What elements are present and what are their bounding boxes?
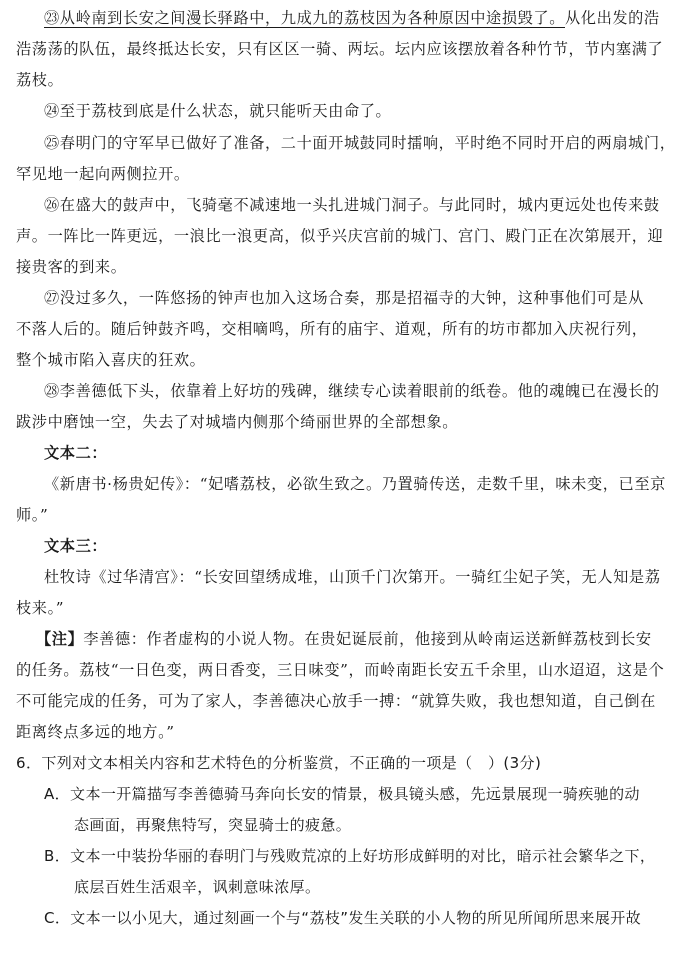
- note-line-4: 距离终点多远的地方。”: [16, 723, 175, 741]
- text-2-line-2: 师。”: [16, 506, 49, 524]
- para-25-line-2: 罕见地一起向两侧拉开。: [16, 165, 190, 183]
- option-a-line-2: 态画面，再聚焦特写，突显骑士的疲惫。: [74, 816, 352, 834]
- para-27-line-2: 不落人后的。随后钟鼓齐鸣，交相嘀鸣，所有的庙宇、道观，所有的坊市都加入庆祝行列，: [16, 320, 648, 338]
- para-28-line-2: 跋涉中磨蚀一空，失去了对城墙内侧那个绮丽世界的全部想象。: [16, 413, 459, 431]
- para-23-line-2: 浩荡荡的队伍，最终抵达长安，只有区区一骑、两坛。坛内应该摆放着各种竹节，节内塞满了: [16, 40, 664, 58]
- text-3-line-2: 枝来。”: [16, 599, 65, 617]
- text-3-heading: 文本三：: [44, 537, 108, 555]
- para-26-line-1: ㉖在盛大的鼓声中，飞骑毫不减速地一头扎进城门洞子。与此同时，城内更远处也传来鼓: [44, 196, 660, 214]
- text-2-heading: 文本二：: [44, 444, 108, 462]
- note-label: 【注】: [36, 630, 84, 648]
- note-text-1: 李善德：作者虚构的小说人物。在贵妃诞辰前，他接到从岭南运送新鲜荔枝到长安: [83, 630, 652, 648]
- para-23-line-1: [44, 3, 660, 34]
- para-23-line-3: 荔枝。: [16, 71, 64, 89]
- text-2-line-1: 《新唐书·杨贵妃传》：“妃嗜荔枝，必欲生致之。乃置骑传送，走数千里，味未变，已至京: [44, 475, 666, 493]
- text-3-line-1: 杜牧诗《过华清宫》：“长安回望绣成堆，山顶千门次第开。一骑红尘妃子笑，无人知是荔: [44, 568, 661, 586]
- para-28-line-1: ㉘李善德低下头，依靠着上好坊的残碑，继续专心读着眼前的纸卷。他的魂魄已在漫长的: [44, 382, 660, 400]
- para-26-line-3: 接贵客的到来。: [16, 258, 127, 276]
- para-27-line-3: 整个城市陷入喜庆的狂欢。: [16, 351, 206, 369]
- note-line-3: 不可能完成的任务，可为了家人，李善德决心放手一搏：“就算失败，我也想知道，自己倒在: [16, 692, 656, 710]
- para-26-line-2: 声。一阵比一阵更远，一浪比一浪更高，似乎兴庆宫前的城门、宫门、殿门正在次第展开，迎: [16, 227, 664, 245]
- option-b-line-2: 底层百姓生活艰辛，讽刺意味浓厚。: [74, 878, 321, 896]
- note-line-1: [36, 624, 652, 655]
- note-line-2: 的任务。荔枝“一日色变，两日香变，三日味变”，而岭南距长安五千余里，山水迢迢，这是个: [16, 661, 665, 679]
- question-6-stem: 6．下列对文本相关内容和艺术特色的分析鉴赏，不正确的一项是（ ）(3分): [16, 754, 542, 772]
- option-c-line-1: C．文本一以小见大，通过刻画一个与“荔枝”发生关联的小人物的所见所闻所思来展开故: [44, 909, 642, 927]
- para-25-line-1: ㉕春明门的守军早已做好了准备，二十面开城鼓同时擂响，平时绝不同时开启的两扇城门，: [44, 134, 676, 152]
- para-23-rest: 从化出发的浩: [565, 9, 660, 27]
- para-24-line-1: ㉔至于荔枝到底是什么状态，就只能听天由命了。: [44, 102, 392, 120]
- para-27-line-1: ㉗没过多久，一阵悠扬的钟声也加入这场合奏，那是招福寺的大钟，这种事他们可是从: [44, 289, 644, 307]
- option-b-line-1: B．文本一中装扮华丽的春明门与残败荒凉的上好坊形成鲜明的对比，暗示社会繁华之下，: [44, 847, 656, 865]
- para-23-underlined: ㉓从岭南到长安之间漫长驿路中，九成九的荔枝因为各种原因中途损毁了。: [44, 9, 565, 27]
- option-a-line-1: A．文本一开篇描写李善德骑马奔向长安的情景，极具镜头感，先远景展现一骑疾驰的动: [44, 785, 640, 803]
